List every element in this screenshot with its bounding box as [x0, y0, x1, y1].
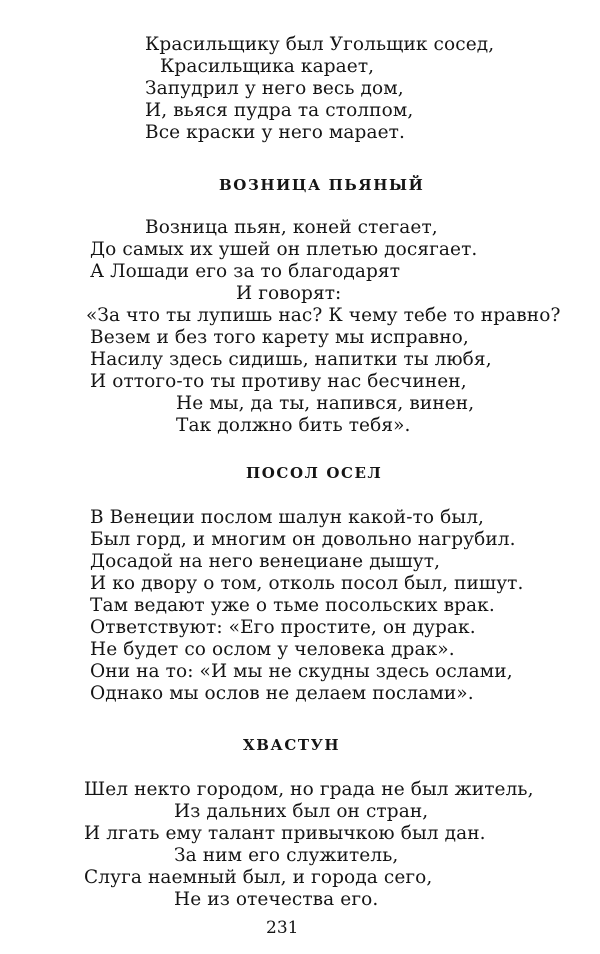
verse-line: Везем и без того карету мы исправно,: [90, 327, 469, 348]
verse-line: Все краски у него марает.: [145, 122, 405, 143]
verse-line: Был горд, и многим он довольно нагрубил.: [90, 529, 516, 550]
verse-line: Не мы, да ты, напився, винен,: [176, 393, 475, 414]
verse-line: Из дальних был он стран,: [174, 801, 429, 822]
verse-line: В Венеции послом шалун какой-то был,: [90, 507, 485, 528]
verse-line: Ответствуют: «Его простите, он дурак.: [90, 617, 476, 638]
verse-line: Однако мы ослов не делаем послами».: [90, 683, 474, 704]
verse-line: «За что ты лупишь нас? К чему тебе то нравно?: [86, 305, 561, 326]
verse-line: И говорят:: [236, 283, 342, 304]
verse-line: Там ведают уже о тьме посольских врак.: [90, 595, 495, 616]
verse-line: Слуга наемный был, и города сего,: [84, 867, 433, 888]
verse-line: До самых их ушей он плетью досягает.: [90, 239, 478, 260]
poem-title: ПОСОЛ ОСЕЛ: [246, 464, 383, 482]
verse-line: Красильщику был Угольщик сосед,: [145, 34, 495, 55]
verse-line: Возница пьян, коней стегает,: [145, 217, 438, 238]
verse-line: Досадой на него венециане дышут,: [90, 551, 441, 572]
page-number: 231: [266, 918, 299, 938]
verse-line: Шел некто городом, но града не был житель,: [84, 779, 534, 800]
verse-line: Запудрил у него весь дом,: [145, 78, 404, 99]
verse-line: За ним его служитель,: [174, 845, 399, 866]
poem-title: ХВАСТУН: [243, 736, 341, 754]
verse-line: Не будет со ослом у человека драк».: [90, 639, 455, 660]
verse-line: И, вьяся пудра та столпом,: [145, 100, 414, 121]
verse-line: И лгать ему талант привычкою был дан.: [84, 823, 486, 844]
verse-line: Насилу здесь сидишь, напитки ты любя,: [90, 349, 492, 370]
verse-line: А Лошади его за то благодарят: [90, 261, 401, 282]
verse-line: Они на то: «И мы не скудны здесь ослами,: [90, 661, 513, 682]
verse-line: И оттого-то ты противу нас бесчинен,: [90, 371, 467, 392]
verse-line: Красильщика карает,: [160, 56, 375, 77]
verse-line: Так должно бить тебя».: [176, 415, 411, 436]
poem-title: ВОЗНИЦА ПЬЯНЫЙ: [219, 176, 425, 194]
verse-line: И ко двору о том, отколь посол был, пишут.: [90, 573, 524, 594]
verse-line: Не из отечества его.: [174, 889, 379, 910]
